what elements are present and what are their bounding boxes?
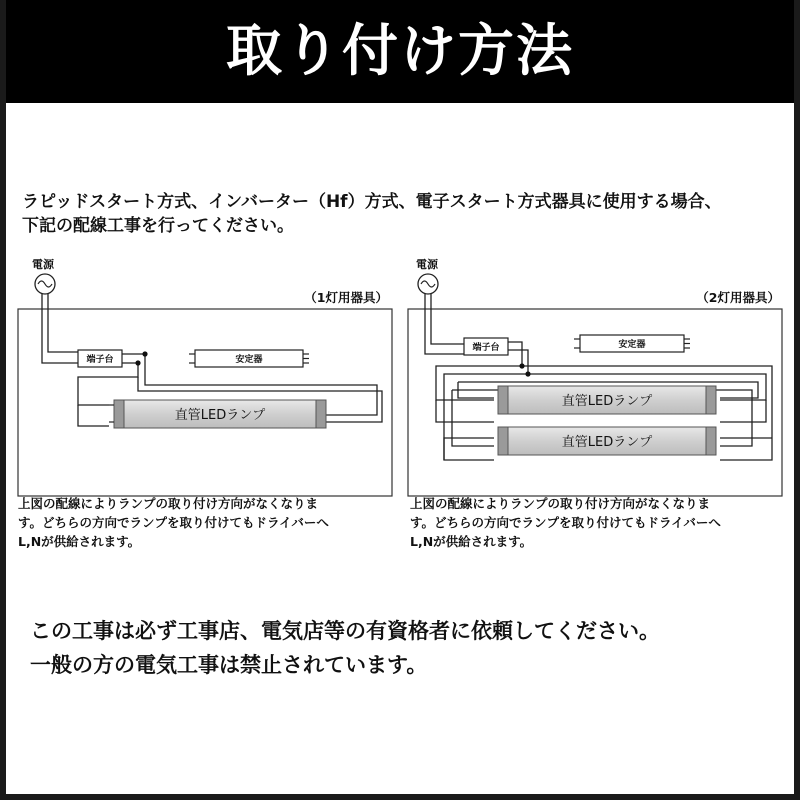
ac-power-icon <box>418 274 438 294</box>
header-banner <box>0 0 800 103</box>
caption-line-3: L,Nが供給されます。 <box>18 534 141 549</box>
junction-dot <box>525 371 530 376</box>
terminal-block-label: 端子台 <box>86 355 114 365</box>
safety-notice <box>30 614 790 682</box>
intro-line-1: ラピッドスタート方式、インバーター（Hf）方式、電子スタート方式器具に使用する場合、 <box>22 192 722 212</box>
intro-text <box>22 190 782 238</box>
caption-line-3: L,Nが供給されます。 <box>410 534 533 549</box>
intro-line-2: 下記の配線工事を行ってください。 <box>22 216 294 236</box>
junction-dot <box>519 363 524 368</box>
caption-line-2: す。どちらの方向でランプを取り付けてもドライバーへ <box>410 515 721 530</box>
caption-line-1: 上図の配線によりランプの取り付け方向がなくなりま <box>410 496 711 511</box>
notice-line-1: この工事は必ず工事店、電気店等の有資格者に依頼してください。 <box>30 619 660 643</box>
led-lamp-2-label: 直管LEDランプ <box>561 435 653 450</box>
ac-power-icon <box>35 274 55 294</box>
notice-line-2: 一般の方の電気工事は禁止されています。 <box>30 653 428 677</box>
caption-line-2: す。どちらの方向でランプを取り付けてもドライバーへ <box>18 515 329 530</box>
ballast-label: 安定器 <box>618 340 646 350</box>
led-lamp-label: 直管LEDランプ <box>174 408 266 423</box>
wiring-diagram-2-lamp <box>400 250 800 500</box>
power-wires <box>425 294 464 354</box>
page-title: 取り付け方法 <box>226 18 574 84</box>
wiring-diagram-1-lamp <box>0 250 400 500</box>
fixture-type-label: （2灯用器具） <box>696 290 780 305</box>
power-wires <box>42 294 78 363</box>
diagram-1-caption <box>18 494 398 551</box>
power-source-label: 電源 <box>416 258 438 271</box>
power-source-label: 電源 <box>32 258 54 271</box>
fixture-type-label: （1灯用器具） <box>304 290 388 305</box>
led-lamp-1-label: 直管LEDランプ <box>561 394 653 409</box>
junction-dot <box>142 351 147 356</box>
terminal-block-label: 端子台 <box>472 343 500 353</box>
ballast-label: 安定器 <box>235 355 263 365</box>
caption-line-1: 上図の配線によりランプの取り付け方向がなくなりま <box>18 496 319 511</box>
junction-dot <box>135 360 140 365</box>
diagram-2-caption <box>410 494 790 551</box>
